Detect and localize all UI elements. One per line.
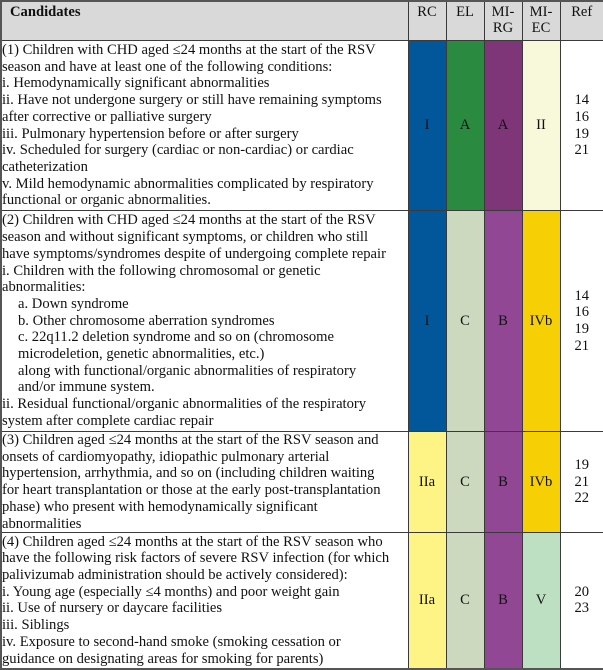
candidate-line: iv. Scheduled for surgery (cardiac or non-cardiac) or cardiac: [2, 142, 408, 159]
ref-number: 20: [561, 584, 603, 601]
candidate-line: season and without significant symptoms, or children who still: [2, 229, 408, 246]
header-mi-ec-line-2: EC: [523, 20, 560, 36]
ref-number: 21: [561, 142, 603, 159]
candidate-cell: [1, 211, 408, 432]
mi-rg-cell: B: [484, 432, 522, 533]
candidate-line: (2) Children with CHD aged ≤24 months at the start of the RSV: [2, 212, 408, 229]
candidate-cell: [1, 41, 408, 211]
table-row: [1, 211, 603, 432]
candidate-line: ii. Use of nursery or daycare facilities: [2, 600, 408, 617]
candidate-line: iii. Siblings: [2, 617, 408, 634]
candidate-line: phase) who present with hemodynamically significant: [2, 499, 408, 516]
header-row: [1, 1, 603, 41]
mi-rg-cell: B: [484, 211, 522, 432]
mi-ec-cell: IVb: [522, 211, 560, 432]
ref-number: 22: [561, 490, 603, 507]
candidate-cell: [1, 533, 408, 669]
ref-number: 21: [561, 338, 603, 355]
header-el: EL: [446, 1, 484, 41]
candidate-line: palivizumab administration should be actively considered):: [2, 567, 408, 584]
ref-cell: [560, 211, 603, 432]
ref-number: 19: [561, 126, 603, 143]
ref-number: 14: [561, 92, 603, 109]
mi-ec-cell: II: [522, 41, 560, 211]
candidate-line: c. 22q11.2 deletion syndrome and so on (chromosome: [2, 329, 408, 346]
mi-rg-cell: A: [484, 41, 522, 211]
ref-number: 16: [561, 304, 603, 321]
candidate-line: v. Mild hemodynamic abnormalities complicated by respiratory: [2, 176, 408, 193]
ref-number: 19: [561, 321, 603, 338]
candidate-cell: [1, 432, 408, 533]
candidate-line: have symptoms/syndromes despite of undergoing complete repair: [2, 246, 408, 263]
table-row: [1, 533, 603, 669]
candidate-line: (3) Children aged ≤24 months at the start of the RSV season and: [2, 432, 408, 449]
candidate-line: i. Children with the following chromosomal or genetic: [2, 263, 408, 280]
candidate-line: have the following risk factors of severe RSV infection (for which: [2, 550, 408, 567]
candidate-line: b. Other chromosome aberration syndromes: [2, 313, 408, 330]
rc-cell: IIa: [408, 432, 446, 533]
el-cell: C: [446, 211, 484, 432]
mi-ec-cell: IVb: [522, 432, 560, 533]
candidate-line: iv. Exposure to second-hand smoke (smoking cessation or: [2, 634, 408, 651]
mi-ec-cell: V: [522, 533, 560, 669]
ref-cell: [560, 432, 603, 533]
candidate-line: for heart transplantation or those at the early post-transplantation: [2, 482, 408, 499]
candidate-line: (1) Children with CHD aged ≤24 months at the start of the RSV: [2, 42, 408, 59]
candidate-line: abnormalities: [2, 516, 408, 533]
mi-rg-cell: B: [484, 533, 522, 669]
ref-number: 23: [561, 600, 603, 617]
table-row: [1, 41, 603, 211]
candidate-line: i. Hemodynamically significant abnormalities: [2, 75, 408, 92]
candidate-line: i. Young age (especially ≤4 months) and poor weight gain: [2, 584, 408, 601]
candidate-line: (4) Children aged ≤24 months at the start of the RSV season who: [2, 534, 408, 551]
table-row: [1, 432, 603, 533]
header-mi-ec: [522, 1, 560, 41]
ref-cell: [560, 41, 603, 211]
candidate-line: abnormalities:: [2, 279, 408, 296]
ref-number: 19: [561, 457, 603, 474]
candidate-line: microdeletion, genetic abnormalities, etc.): [2, 346, 408, 363]
candidate-line: system after complete cardiac repair: [2, 413, 408, 430]
header-mi-ec-line-1: MI-: [523, 4, 560, 20]
rc-cell: I: [408, 41, 446, 211]
rc-cell: I: [408, 211, 446, 432]
candidate-line: functional or organic abnormalities.: [2, 192, 408, 209]
header-mi-rg: [484, 1, 522, 41]
el-cell: A: [446, 41, 484, 211]
ref-number: 21: [561, 474, 603, 491]
header-mi-rg-line-2: RG: [485, 20, 522, 36]
ref-number: 16: [561, 109, 603, 126]
candidate-line: a. Down syndrome: [2, 296, 408, 313]
candidate-line: guidance on designating areas for smoking for parents): [2, 651, 408, 668]
candidate-line: onsets of cardiomyopathy, idiopathic pulmonary arterial: [2, 449, 408, 466]
ref-number: 14: [561, 288, 603, 305]
candidate-line: iii. Pulmonary hypertension before or after surgery: [2, 126, 408, 143]
candidate-line: after corrective or palliative surgery: [2, 109, 408, 126]
header-rc: RC: [408, 1, 446, 41]
rc-cell: IIa: [408, 533, 446, 669]
candidate-line: ii. Have not undergone surgery or still have remaining symptoms: [2, 92, 408, 109]
candidate-line: season and have at least one of the following conditions:: [2, 59, 408, 76]
candidate-line: hypertension, arrhythmia, and so on (including children waiting: [2, 465, 408, 482]
header-ref: Ref: [560, 1, 603, 41]
candidate-line: and/or immune system.: [2, 379, 408, 396]
candidate-line: ii. Residual functional/organic abnormalities of the respiratory: [2, 396, 408, 413]
header-mi-rg-line-1: MI-: [485, 4, 522, 20]
el-cell: C: [446, 432, 484, 533]
candidate-line: along with functional/organic abnormalities of respiratory: [2, 363, 408, 380]
ref-cell: [560, 533, 603, 669]
candidate-line: catheterization: [2, 159, 408, 176]
header-candidates: Candidates: [1, 1, 408, 41]
el-cell: C: [446, 533, 484, 669]
